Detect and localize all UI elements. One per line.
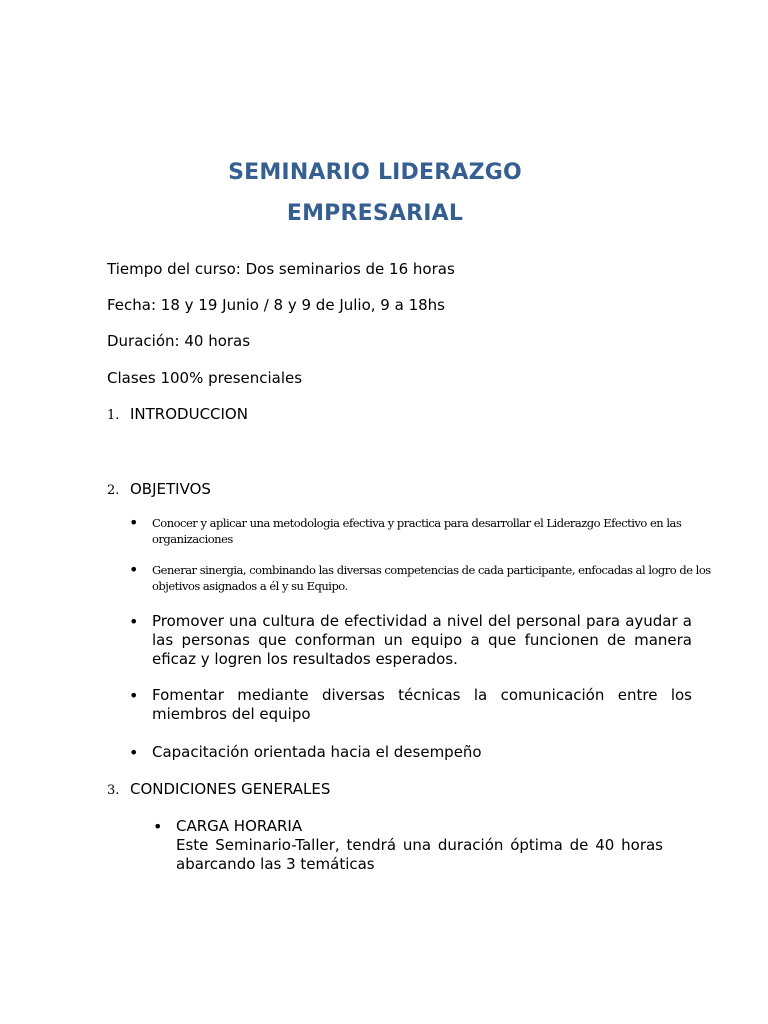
course-hours-text: Duración: 40 horas — [107, 332, 251, 350]
course-dates-text: Fecha: 18 y 19 Junio / 8 y 9 de Julio, 9 a 18hs — [107, 296, 445, 314]
course-modality-text: Clases 100% presenciales — [107, 369, 303, 387]
section-label: INTRODUCCION — [130, 405, 248, 423]
bullet-icon: • — [153, 817, 163, 836]
section-number: 1. — [107, 408, 120, 423]
objective-text: Promover una cultura de efectividad a nivel del personal para ayudar a las personas que conforman un equipo a que funcionen de manera eficaz y logren los resultados esperados. — [152, 612, 692, 668]
document-title-line-2: EMPRESARIAL — [286, 201, 464, 226]
bullet-icon: • — [129, 612, 139, 631]
condition-text: Este Seminario-Taller, tendrá una duración óptima de 40 horas abarcando las 3 temáticas — [176, 836, 663, 873]
objective-text: Fomentar mediante diversas técnicas la comunicación entre los miembros del equipo — [152, 686, 692, 723]
objective-text: Generar sinergia, combinando las diversas competencias de cada participante, enfocadas al logro de los objetivos asignados a él y su Equipo. — [152, 563, 711, 593]
condition-title: CARGA HORARIA — [176, 817, 303, 835]
document-title-line-1: SEMINARIO LIDERAZGO — [228, 160, 522, 185]
section-label: OBJETIVOS — [130, 480, 211, 498]
bullet-icon: • — [129, 560, 139, 579]
objective-text: Conocer y aplicar una metodologia efectiva y practica para desarrollar el Liderazgo Efectivo en las organizaciones — [152, 516, 682, 546]
bullet-icon: • — [129, 743, 139, 762]
section-heading-condiciones-generales — [107, 779, 330, 799]
section-heading-objetivos — [107, 479, 211, 499]
section-heading-introduccion — [107, 404, 248, 424]
section-label: CONDICIONES GENERALES — [130, 780, 331, 798]
objective-text: Capacitación orientada hacia el desempeño — [152, 743, 482, 761]
section-number: 2. — [107, 483, 120, 498]
bullet-icon: • — [129, 686, 139, 705]
course-duration-text: Tiempo del curso: Dos seminarios de 16 horas — [107, 260, 455, 278]
bullet-icon: • — [129, 513, 139, 532]
section-number: 3. — [107, 783, 120, 798]
